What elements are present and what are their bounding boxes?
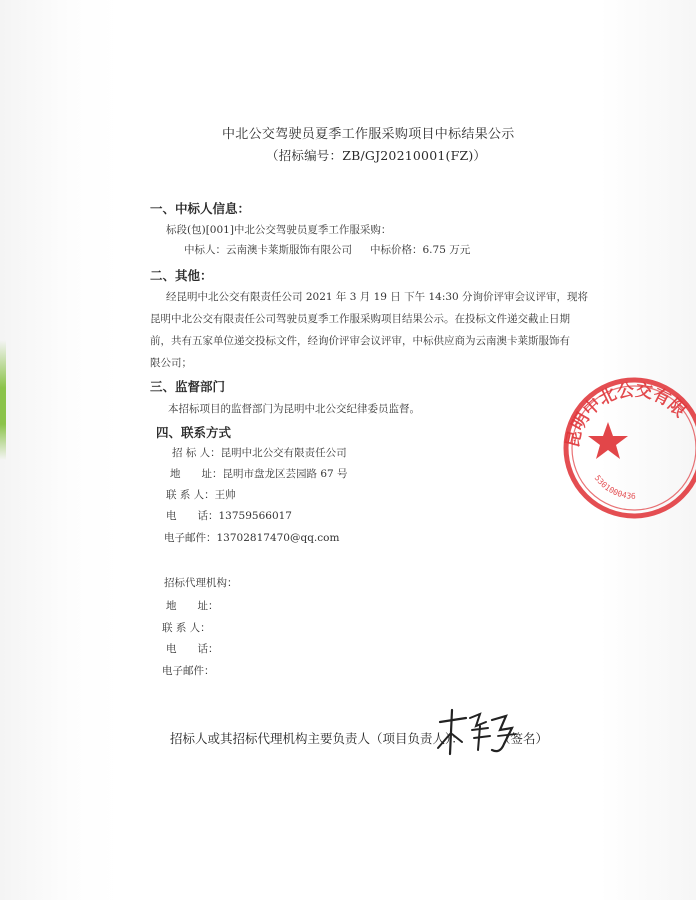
other-paragraph-line: 前，共有五家单位递交投标文件，经询价评审会议评审，中标供应商为云南澳卡莱斯服饰有	[150, 335, 570, 347]
contact-address: 地 址：昆明市盘龙区芸园路 67 号	[170, 468, 348, 480]
section-winner-heading: 一、中标人信息：	[150, 201, 251, 216]
supervision-text: 本招标项目的监督部门为昆明中北公交纪律委员监督。	[168, 403, 420, 415]
other-paragraph-line: 经昆明中北公交有限责任公司 2021 年 3 月 19 日 下午 14:30 分询价评审会议评审，现将	[166, 291, 589, 303]
svg-text:5301000436: 5301000436	[592, 473, 636, 501]
tender-number: （招标编号：ZB/GJ20210001(FZ)）	[266, 148, 487, 163]
section-supervision-heading: 三、监督部门	[150, 379, 226, 394]
agency-contact-person: 联 系 人：	[162, 622, 211, 634]
official-seal	[556, 372, 696, 522]
winner-price: 中标价格：6.75 万元	[370, 244, 471, 256]
contact-email: 电子邮件：13702817470@qq.com	[164, 532, 340, 544]
handwritten-signature	[428, 704, 538, 764]
other-paragraph-line: 限公司；	[150, 357, 192, 369]
other-paragraph-line: 昆明中北公交有限责任公司驾驶员夏季工作服采购项目结果公示。在投标文件递交截止日期	[150, 313, 570, 325]
signature-suffix: （签名）	[498, 731, 549, 746]
signature-line-label: 招标人或其招标代理机构主要负责人（项目负责人）：	[170, 731, 464, 746]
agency-heading: 招标代理机构：	[164, 577, 238, 589]
agency-phone: 电 话：	[166, 643, 219, 655]
agency-address: 地 址：	[166, 600, 219, 612]
contact-tenderer: 招 标 人：昆明中北公交有限责任公司	[172, 447, 347, 459]
scan-edge-mark	[0, 340, 6, 460]
contact-phone: 电 话：13759566017	[166, 510, 292, 522]
svg-text:昆明中北公交有限: 昆明中北公交有限	[562, 380, 690, 450]
lot-line: 标段(包)[001]中北公交驾驶员夏季工作服采购：	[166, 224, 392, 236]
contact-person: 联 系 人：王帅	[166, 489, 236, 501]
section-contact-heading: 四、联系方式	[156, 425, 232, 440]
agency-email: 电子邮件：	[162, 665, 215, 677]
section-other-heading: 二、其他：	[150, 268, 213, 283]
document-title: 中北公交驾驶员夏季工作服采购项目中标结果公示	[222, 127, 515, 142]
winner-name: 中标人：云南澳卡莱斯服饰有限公司	[184, 244, 352, 256]
